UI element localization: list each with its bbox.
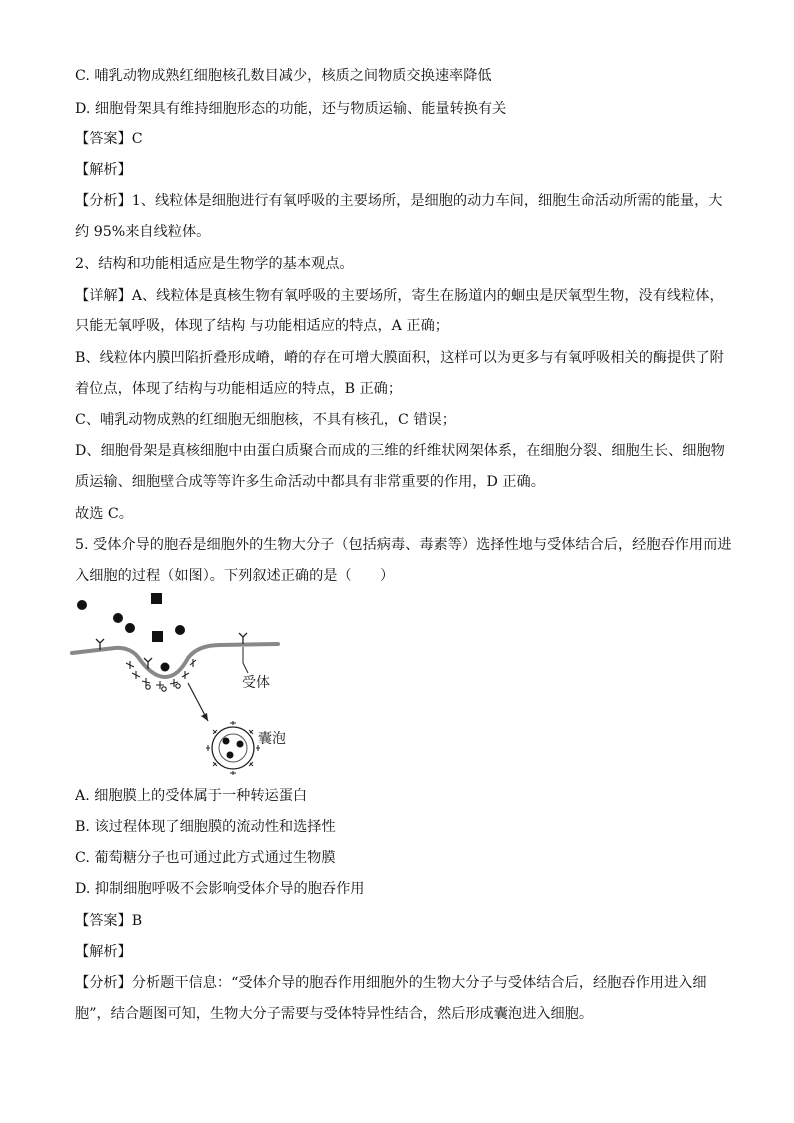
question-5-option-a: A. 细胞膜上的受体属于一种转运蛋白 [75,788,308,804]
question-5-stem-line-2: 入细胞的过程（如图）。下列叙述正确的是（ ） [75,568,395,584]
vesicle-cargo-dot [223,738,230,745]
answer-prev: 【答案】C [75,131,143,147]
question-5-analysis-heading: 【解析】 [75,944,132,960]
detail-d-line-1: D、细胞骨架是真核细胞中由蛋白质聚合而成的三维的纤维状网架体系，在细胞分裂、细胞生长、细胞物 [75,443,725,459]
macromolecule-dot [113,613,123,623]
question-5-option-c: C. 葡萄糖分子也可通过此方式通过生物膜 [75,850,336,866]
detail-b-line-1: B、线粒体内膜凹陷折叠形成嵴，嵴的存在可增大膜面积，这样可以为更多与有氧呼吸相关的酶提供了附 [75,350,724,366]
macromolecule-dot [125,623,135,633]
question-5-option-d: D. 抑制细胞呼吸不会影响受体介导的胞吞作用 [75,881,365,897]
vesicle-cargo-dot [237,741,244,748]
endocytosis-diagram [60,585,320,785]
option-d-prev: D. 细胞骨架具有维持细胞形态的功能，还与物质运输、能量转换有关 [75,101,507,117]
vesicle [206,721,260,775]
membrane-receptors [96,633,247,669]
macromolecule-dot [77,600,87,610]
receptor-label: 受体 [242,675,270,691]
option-c-prev: C. 哺乳动物成熟红细胞核孔数目减少，核质之间物质交换速率降低 [75,68,492,84]
macromolecule-square [152,631,163,642]
analysis-line-1b: 约 95%来自线粒体。 [75,224,211,240]
question-5-stem-line-1: 5. 受体介导的胞吞是细胞外的生物大分子（包括病毒、毒素等）选择性地与受体结合后，经胞吞作用而进 [75,537,732,553]
question-5-answer: 【答案】B [75,913,143,929]
receptor-icon [239,633,247,644]
question-5-option-b: B. 该过程体现了细胞膜的流动性和选择性 [75,819,336,835]
analysis-heading-prev: 【解析】 [75,162,132,178]
question-5-analysis-line-1: 【分析】分析题干信息：“受体介导的胞吞作用细胞外的生物大分子与受体结合后，经胞吞作用进入细 [75,975,707,991]
analysis-line-2: 2、结构和功能相适应是生物学的基本观点。 [75,256,354,272]
analysis-line-1a: 【分析】1、线粒体是细胞进行有氧呼吸的主要场所，是细胞的动力车间，细胞生命活动所需的能量，大 [75,193,723,209]
detail-a-line-2: 只能无氧呼吸，体现了结构 与功能相适应的特点，A 正确； [75,318,449,334]
vesicle-label: 囊泡 [258,731,286,747]
macromolecule-square [151,593,162,604]
detail-a-line-1: 【详解】A、线粒体是真核生物有氧呼吸的主要场所，寄生在肠道内的蛔虫是厌氧型生物，没有线粒体， [75,288,724,304]
detail-b-line-2: 着位点，体现了结构与功能相适应的特点，B 正确； [75,381,403,397]
macromolecule-dot [175,625,185,635]
detail-c-line: C、哺乳动物成熟的红细胞无细胞核，不具有核孔，C 错误； [75,412,456,428]
question-5-analysis-line-2: 胞”，结合题图可知，生物大分子需要与受体特异性结合，然后形成囊泡进入细胞。 [75,1006,594,1022]
macromolecules [77,593,185,642]
receptor-pointer [243,647,248,673]
conclusion-prev: 故选 C。 [75,506,133,522]
detail-d-line-2: 质运输、细胞壁合成等等许多生命活动中都具有非常重要的作用，D 正确。 [75,474,545,490]
bound-macromolecule [161,663,170,672]
vesicle-cargo-dot [227,752,234,759]
